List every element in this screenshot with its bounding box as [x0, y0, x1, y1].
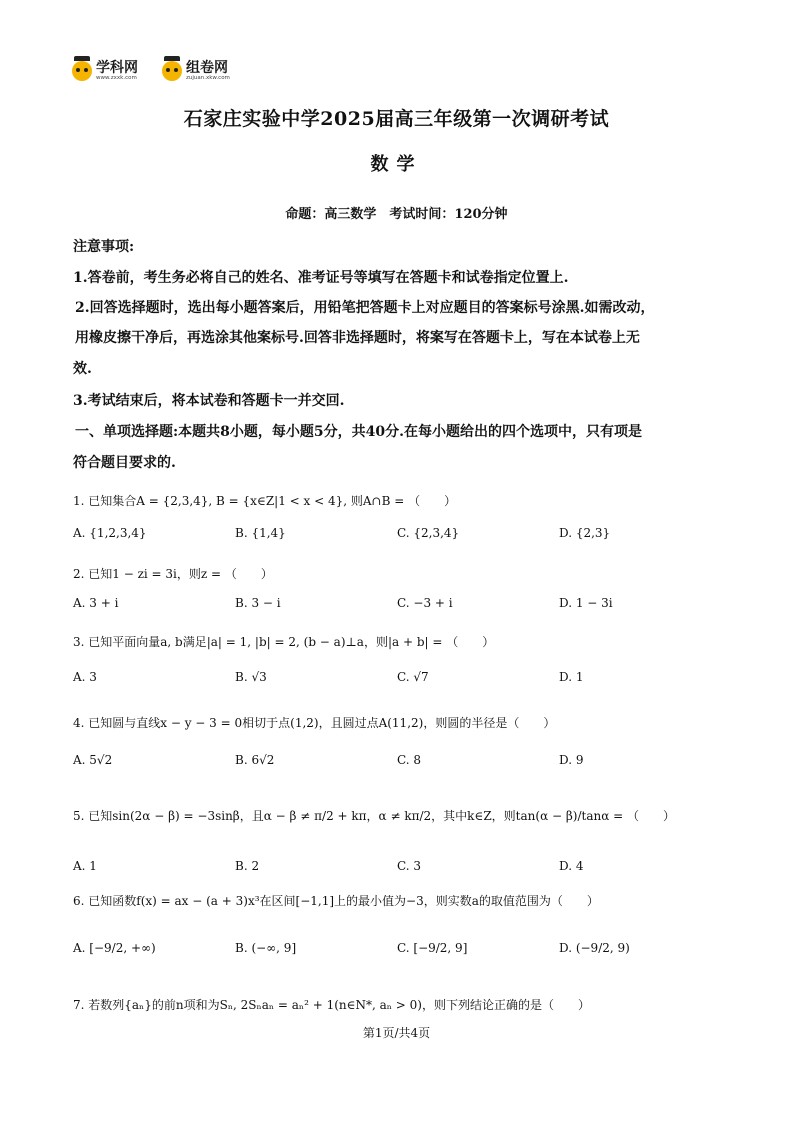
- question-6-option-c: C. [−9/2, 9]: [397, 941, 468, 955]
- logo-name: 学科网: [96, 59, 138, 76]
- notice-item-2: 2.回答选择题时，选出每小题答案后，用铅笔把答题卡上对应题目的答案标号涂黑.如需改动，: [75, 300, 655, 316]
- question-6-option-a: A. [−9/2, +∞): [73, 941, 156, 955]
- question-4-option-d: D. 9: [559, 753, 584, 767]
- section-heading: 一、单项选择题:本题共8小题，每小题5分，共40分.在每小题给出的四个选项中，只有项是: [75, 424, 643, 440]
- question-7-stem: 7. 若数列{aₙ}的前n项和为Sₙ, 2Sₙaₙ = aₙ² + 1(n∈N*, aₙ > 0)，则下列结论正确的是（ ）: [73, 998, 590, 1012]
- owl-icon: [72, 61, 92, 81]
- logo-name: 组卷网: [186, 59, 228, 76]
- question-1-option-d: D. {2,3}: [559, 526, 611, 540]
- question-5-option-c: C. 3: [397, 859, 422, 873]
- exam-meta: 命题：高三数学 考试时间：120分钟: [285, 207, 508, 222]
- notice-item-2-cont: 用橡皮擦干净后，再选涂其他案标号.回答非选择题时，将案写在答题卡上，写在本试卷上无: [75, 330, 640, 346]
- question-2-option-a: A. 3 + i: [73, 596, 119, 610]
- question-1-option-a: A. {1,2,3,4}: [73, 526, 147, 540]
- question-1-option-c: C. {2,3,4}: [397, 526, 460, 540]
- page-number: 第1页/共4页: [362, 1026, 431, 1040]
- exam-subject: 数学: [370, 154, 423, 175]
- question-5-option-a: A. 1: [73, 859, 97, 873]
- question-3-option-a: A. 3: [73, 670, 97, 684]
- question-4-option-c: C. 8: [397, 753, 422, 767]
- exam-title: 石家庄实验中学2025届高三年级第一次调研考试: [183, 108, 610, 130]
- question-6-option-d: D. (−9/2, 9): [559, 941, 630, 955]
- notice-heading: 注意事项:: [73, 239, 135, 255]
- logo-url: zujuan.xkw.com: [186, 74, 230, 81]
- notice-item-2-end: 效.: [73, 361, 92, 377]
- question-3-option-d: D. 1: [559, 670, 584, 684]
- question-5-option-b: B. 2: [235, 859, 260, 873]
- question-5-option-d: D. 4: [559, 859, 584, 873]
- question-4-option-a: A. 5√2: [73, 753, 113, 767]
- question-1-stem: 1. 已知集合A = {2,3,4}, B = {x∈Z|1 < x < 4}, 则A∩B = （ ）: [73, 494, 457, 508]
- question-2-option-c: C. −3 + i: [397, 596, 453, 610]
- question-3-stem: 3. 已知平面向量a, b满足|a| = 1, |b| = 2, (b − a)⊥a，则|a + b| = （ ）: [73, 635, 495, 649]
- question-2-stem: 2. 已知1 − zi = 3i，则z = （ ）: [73, 567, 273, 581]
- question-4-option-b: B. 6√2: [235, 753, 275, 767]
- question-4-stem: 4. 已知圆与直线x − y − 3 = 0相切于点(1,2)，且圆过点A(11,2)，则圆的半径是（ ）: [73, 716, 556, 730]
- question-3-option-c: C. √7: [397, 670, 429, 684]
- question-5-stem: 5. 已知sin(2α − β) = −3sinβ，且α − β ≠ π/2 + kπ，α ≠ kπ/2，其中k∈Z，则tan(α − β)/tanα = （ ）: [73, 809, 676, 823]
- section-heading-cont: 符合题目要求的.: [73, 455, 176, 471]
- question-1-option-b: B. {1,4}: [235, 526, 286, 540]
- logo-zujuan: [162, 60, 230, 82]
- logo-zxxk: [72, 60, 138, 82]
- owl-icon: [162, 61, 182, 81]
- logo-url: www.zxxk.com: [96, 74, 137, 81]
- question-6-option-b: B. (−∞, 9]: [235, 941, 297, 955]
- notice-item-3: 3.考试结束后，将本试卷和答题卡一并交回.: [73, 393, 345, 409]
- question-2-option-b: B. 3 − i: [235, 596, 281, 610]
- question-6-stem: 6. 已知函数f(x) = ax − (a + 3)x³在区间[−1,1]上的最小值为−3，则实数a的取值范围为（ ）: [73, 894, 599, 908]
- question-3-option-b: B. √3: [235, 670, 267, 684]
- notice-item-1: 1.答卷前，考生务必将自己的姓名、准考证号等填写在答题卡和试卷指定位置上.: [73, 270, 569, 286]
- question-2-option-d: D. 1 − 3i: [559, 596, 613, 610]
